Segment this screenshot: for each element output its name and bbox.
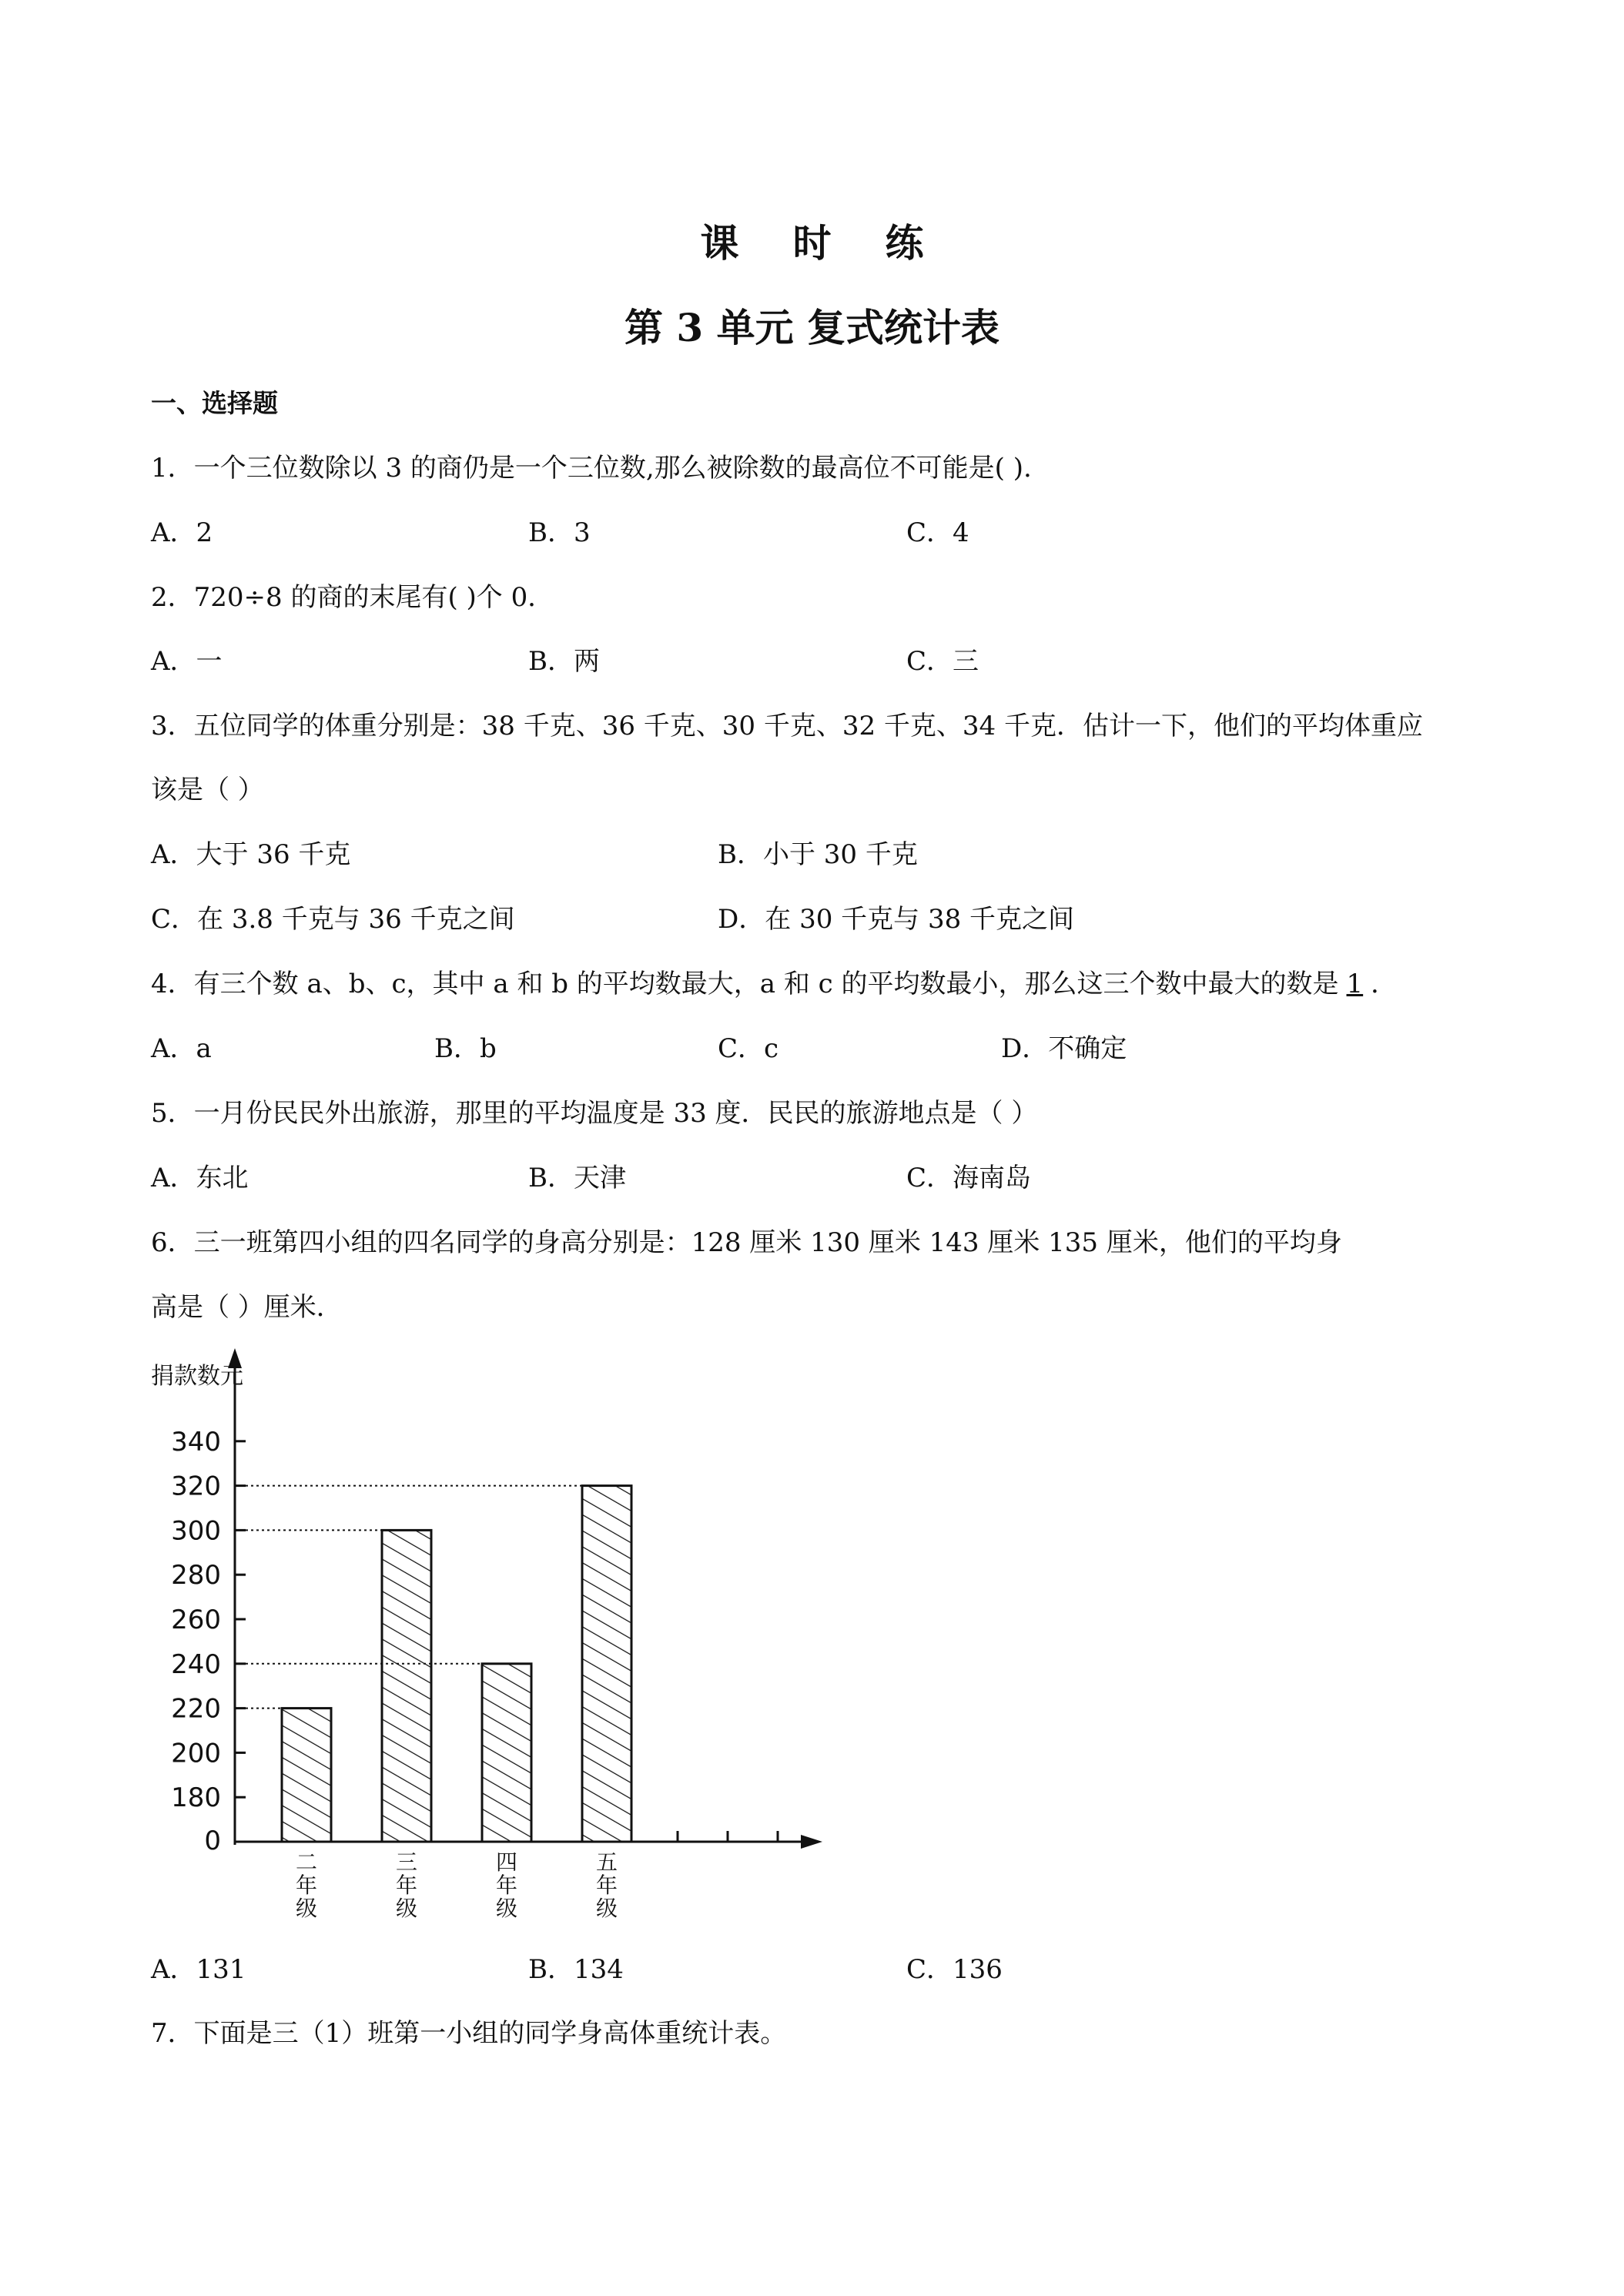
question-3-cont: 该是（ ） (151, 775, 264, 805)
answer-blank: 1 (1346, 969, 1364, 999)
bar (382, 1530, 431, 1842)
question-3: 3．五位同学的体重分别是：38 千克、36 千克、30 千克、32 千克、34 千克．估计一下，他们的平均体重应 (151, 711, 1423, 741)
question-4 (151, 962, 1397, 1000)
x-category-label: 三年级 (395, 1849, 418, 1921)
unit-subtitle: 第 3 单元 复式统计表 (624, 305, 1000, 350)
bar (482, 1664, 531, 1842)
q3-option-d: D．在 30 千克与 38 千克之间 (718, 904, 1075, 935)
x-category-label: 二年级 (295, 1849, 318, 1921)
q4-option-a: A．a (151, 1033, 212, 1064)
y-tick-label: 0 (204, 1826, 221, 1856)
question-7: 7．下面是三（1）班第一小组的同学身高体重统计表。 (151, 2018, 787, 2049)
q6-option-b: B．134 (528, 1954, 624, 1985)
q3-option-a: A．大于 36 千克 (151, 839, 351, 870)
x-axis-arrow (801, 1835, 822, 1849)
q5-option-b: B．天津 (528, 1163, 626, 1193)
y-tick-label: 200 (171, 1738, 221, 1769)
q5-option-c: C．海南岛 (906, 1163, 1032, 1193)
q2-option-a: A．一 (151, 646, 223, 677)
q4-option-d: D．不确定 (1001, 1033, 1127, 1064)
y-tick-label: 300 (171, 1515, 221, 1547)
question-6: 6．三一班第四小组的四名同学的身高分别是：128 厘米 130 厘米 143 厘米 135 厘米，他们的平均身 (151, 1227, 1342, 1258)
question-4-text: 4．有三个数 a、b、c，其中 a 和 b 的平均数最大，a 和 c 的平均数最小，那么这三个数中最大的数是 (151, 969, 1339, 999)
q3-option-b: B．小于 30 千克 (718, 839, 918, 870)
page-title: 课时练 (700, 220, 978, 266)
q1-option-a: A．2 (151, 517, 213, 548)
q6-option-c: C．136 (906, 1954, 1003, 1985)
question-5: 5．一月份民民外出旅游，那里的平均温度是 33 度．民民的旅游地点是（ ） (151, 1098, 1038, 1129)
question-4-tail: ． (1371, 969, 1398, 999)
y-axis-title: 捐款数元 (151, 1363, 243, 1390)
y-tick-label: 220 (171, 1693, 221, 1725)
y-tick-label: 260 (171, 1605, 221, 1635)
y-tick-label: 240 (171, 1648, 221, 1680)
q2-option-b: B．两 (528, 646, 600, 677)
q1-option-c: C．4 (906, 517, 969, 548)
y-tick-label: 320 (171, 1471, 221, 1502)
bar (282, 1709, 331, 1842)
question-6-cont: 高是（ ）厘米． (151, 1292, 343, 1323)
q2-option-c: C．三 (906, 646, 979, 677)
bar-chart (146, 1344, 832, 1929)
question-2: 2．720÷8 的商的末尾有( )个 0． (151, 582, 554, 613)
y-tick-label: 180 (171, 1782, 221, 1814)
question-1: 1．一个三位数除以 3 的商仍是一个三位数,那么被除数的最高位不可能是( ). (151, 453, 1032, 484)
bar (582, 1486, 631, 1842)
q3-option-c: C．在 3.8 千克与 36 千克之间 (151, 904, 515, 935)
q4-option-b: B．b (434, 1033, 497, 1064)
x-category-label: 五年级 (595, 1849, 618, 1921)
y-tick-label: 280 (171, 1560, 221, 1591)
q4-option-c: C．c (718, 1033, 779, 1064)
q1-option-b: B．3 (528, 517, 591, 548)
section-heading: 一、选择题 (151, 388, 278, 418)
y-tick-label: 340 (171, 1426, 221, 1458)
q5-option-a: A．东北 (151, 1163, 249, 1193)
x-category-label: 四年级 (495, 1849, 518, 1921)
q6-option-a: A．131 (151, 1954, 246, 1985)
